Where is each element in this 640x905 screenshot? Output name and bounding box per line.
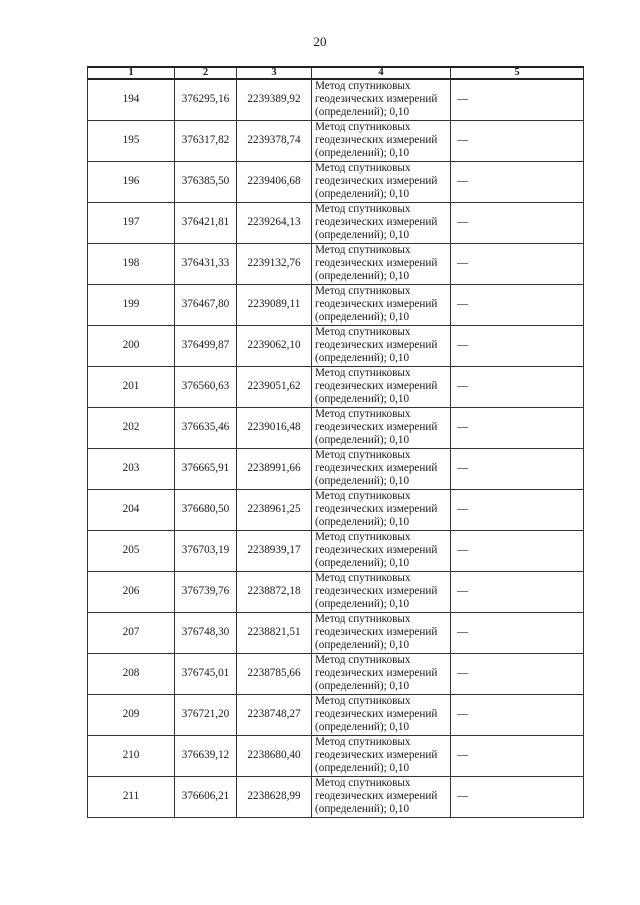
method-line-3: (определений); 0,10 bbox=[315, 393, 410, 405]
method-cell bbox=[312, 489, 451, 530]
method-cell bbox=[312, 202, 451, 243]
y-coordinate-cell: 2239051,62 bbox=[237, 366, 312, 407]
point-number-cell: 211 bbox=[88, 776, 175, 817]
method-cell bbox=[312, 735, 451, 776]
method-line-3: (определений); 0,10 bbox=[315, 352, 410, 364]
note-cell: — bbox=[451, 120, 584, 161]
method-line-3: (определений); 0,10 bbox=[315, 434, 410, 446]
method-line-2: геодезических измерений bbox=[315, 257, 438, 269]
method-line-2: геодезических измерений bbox=[315, 216, 438, 228]
method-line-1: Метод спутниковых bbox=[315, 572, 411, 584]
y-coordinate-cell: 2238991,66 bbox=[237, 448, 312, 489]
method-line-2: геодезических измерений bbox=[315, 93, 438, 106]
method-line-3: (определений); 0,10 bbox=[315, 188, 410, 200]
x-coordinate-cell: 376317,82 bbox=[175, 120, 237, 161]
point-number-cell: 210 bbox=[88, 735, 175, 776]
point-number-cell: 201 bbox=[88, 366, 175, 407]
x-coordinate-cell: 376385,50 bbox=[175, 161, 237, 202]
point-number-cell: 198 bbox=[88, 243, 175, 284]
method-line-1: Метод спутниковых bbox=[315, 326, 411, 338]
method-line-3: (определений); 0,10 bbox=[315, 147, 410, 159]
note-cell: — bbox=[451, 161, 584, 202]
x-coordinate-cell: 376680,50 bbox=[175, 489, 237, 530]
method-line-3: (определений); 0,10 bbox=[315, 516, 410, 528]
method-line-1: Метод спутниковых bbox=[315, 162, 411, 174]
x-coordinate-cell: 376560,63 bbox=[175, 366, 237, 407]
point-number-cell: 205 bbox=[88, 530, 175, 571]
table-row bbox=[88, 735, 584, 776]
method-line-1: Метод спутниковых bbox=[315, 203, 411, 215]
method-line-2: геодезических измерений bbox=[315, 626, 438, 638]
note-cell: — bbox=[451, 653, 584, 694]
method-line-1: Метод спутниковых bbox=[315, 736, 411, 748]
note-cell: — bbox=[451, 612, 584, 653]
point-number-cell: 196 bbox=[88, 161, 175, 202]
method-line-1: Метод спутниковых bbox=[315, 244, 411, 256]
method-cell bbox=[312, 776, 451, 817]
table-row bbox=[88, 407, 584, 448]
method-line-1: Метод спутниковых bbox=[315, 408, 411, 420]
point-number-cell: 203 bbox=[88, 448, 175, 489]
method-cell bbox=[312, 161, 451, 202]
table-row bbox=[88, 489, 584, 530]
method-line-3: (определений); 0,10 bbox=[315, 475, 410, 487]
y-coordinate-cell: 2238748,27 bbox=[237, 694, 312, 735]
method-line-1: Метод спутниковых bbox=[315, 695, 411, 707]
table-row bbox=[88, 366, 584, 407]
table-row bbox=[88, 530, 584, 571]
x-coordinate-cell: 376703,19 bbox=[175, 530, 237, 571]
method-line-3: (определений); 0,10 bbox=[315, 721, 410, 733]
method-line-3: (определений); 0,10 bbox=[315, 598, 410, 610]
coordinates-table bbox=[87, 66, 584, 818]
note-cell: — bbox=[451, 243, 584, 284]
method-line-2: геодезических измерений bbox=[315, 790, 438, 802]
x-coordinate-cell: 376639,12 bbox=[175, 735, 237, 776]
note-cell: — bbox=[451, 202, 584, 243]
header-col-2: 2 bbox=[175, 67, 237, 79]
method-line-2: геодезических измерений bbox=[315, 380, 438, 392]
method-line-1: Метод спутниковых bbox=[315, 613, 411, 625]
y-coordinate-cell: 2239264,13 bbox=[237, 202, 312, 243]
note-cell: — bbox=[451, 694, 584, 735]
table-row bbox=[88, 120, 584, 161]
table-header bbox=[88, 67, 584, 79]
header-col-5: 5 bbox=[451, 67, 584, 79]
table-row bbox=[88, 243, 584, 284]
method-line-1: Метод спутниковых bbox=[315, 531, 411, 543]
method-line-1: Метод спутниковых bbox=[315, 490, 411, 502]
method-line-2: геодезических измерений bbox=[315, 421, 438, 433]
y-coordinate-cell: 2238961,25 bbox=[237, 489, 312, 530]
point-number-cell: 200 bbox=[88, 325, 175, 366]
table-row bbox=[88, 448, 584, 489]
note-cell: — bbox=[451, 325, 584, 366]
table-row bbox=[88, 79, 584, 120]
header-col-3: 3 bbox=[237, 67, 312, 79]
method-line-2: геодезических измерений bbox=[315, 175, 438, 187]
y-coordinate-cell: 2238872,18 bbox=[237, 571, 312, 612]
header-col-4: 4 bbox=[312, 67, 451, 79]
method-line-2: геодезических измерений bbox=[315, 462, 438, 474]
table-body bbox=[88, 79, 584, 817]
table-row bbox=[88, 571, 584, 612]
method-line-3: (определений); 0,10 bbox=[315, 803, 410, 815]
note-cell: — bbox=[451, 530, 584, 571]
y-coordinate-cell: 2238821,51 bbox=[237, 612, 312, 653]
y-coordinate-cell: 2239089,11 bbox=[237, 284, 312, 325]
method-line-2: геодезических измерений bbox=[315, 134, 438, 146]
method-cell bbox=[312, 366, 451, 407]
y-coordinate-cell: 2238785,66 bbox=[237, 653, 312, 694]
point-number-cell: 199 bbox=[88, 284, 175, 325]
x-coordinate-cell: 376295,16 bbox=[175, 79, 237, 120]
method-cell bbox=[312, 530, 451, 571]
x-coordinate-cell: 376665,91 bbox=[175, 448, 237, 489]
x-coordinate-cell: 376721,20 bbox=[175, 694, 237, 735]
table-row bbox=[88, 694, 584, 735]
y-coordinate-cell: 2238628,99 bbox=[237, 776, 312, 817]
table-row bbox=[88, 325, 584, 366]
y-coordinate-cell: 2239062,10 bbox=[237, 325, 312, 366]
method-cell bbox=[312, 79, 451, 120]
page-number: 20 bbox=[313, 34, 327, 49]
point-number-cell: 204 bbox=[88, 489, 175, 530]
point-number-cell: 197 bbox=[88, 202, 175, 243]
method-line-2: геодезических измерений bbox=[315, 749, 438, 761]
method-line-2: геодезических измерений bbox=[315, 503, 438, 515]
note-cell: — bbox=[451, 366, 584, 407]
method-line-3: (определений); 0,10 bbox=[315, 311, 410, 323]
y-coordinate-cell: 2238939,17 bbox=[237, 530, 312, 571]
x-coordinate-cell: 376421,81 bbox=[175, 202, 237, 243]
point-number-cell: 195 bbox=[88, 120, 175, 161]
y-coordinate-cell: 2239016,48 bbox=[237, 407, 312, 448]
method-cell bbox=[312, 243, 451, 284]
method-line-3: (определений); 0,10 bbox=[315, 680, 410, 692]
method-cell bbox=[312, 120, 451, 161]
method-line-2: геодезических измерений bbox=[315, 298, 438, 310]
y-coordinate-cell: 2239406,68 bbox=[237, 161, 312, 202]
method-line-3: (определений); 0,10 bbox=[315, 557, 410, 569]
x-coordinate-cell: 376739,76 bbox=[175, 571, 237, 612]
table-row bbox=[88, 161, 584, 202]
method-line-3: (определений); 0,10 bbox=[315, 762, 410, 774]
method-line-2: геодезических измерений bbox=[315, 585, 438, 597]
method-line-3: (определений); 0,10 bbox=[315, 639, 410, 651]
method-line-3: (определений); 0,10 bbox=[315, 270, 410, 282]
note-cell: — bbox=[451, 571, 584, 612]
method-cell bbox=[312, 407, 451, 448]
table-row bbox=[88, 776, 584, 817]
method-cell bbox=[312, 694, 451, 735]
x-coordinate-cell: 376431,33 bbox=[175, 243, 237, 284]
point-number-cell: 194 bbox=[88, 79, 175, 120]
method-line-1: Метод спутниковых bbox=[315, 80, 411, 93]
point-number-cell: 206 bbox=[88, 571, 175, 612]
table-row bbox=[88, 202, 584, 243]
table-row bbox=[88, 284, 584, 325]
y-coordinate-cell: 2239378,74 bbox=[237, 120, 312, 161]
method-line-2: геодезических измерений bbox=[315, 544, 438, 556]
method-cell bbox=[312, 612, 451, 653]
note-cell: — bbox=[451, 284, 584, 325]
method-line-1: Метод спутниковых bbox=[315, 449, 411, 461]
method-line-1: Метод спутниковых bbox=[315, 121, 411, 133]
method-line-2: геодезических измерений bbox=[315, 708, 438, 720]
x-coordinate-cell: 376499,87 bbox=[175, 325, 237, 366]
x-coordinate-cell: 376635,46 bbox=[175, 407, 237, 448]
point-number-cell: 208 bbox=[88, 653, 175, 694]
method-cell bbox=[312, 571, 451, 612]
method-line-1: Метод спутниковых bbox=[315, 285, 411, 297]
note-cell: — bbox=[451, 79, 584, 120]
method-line-3: (определений); 0,10 bbox=[315, 106, 410, 119]
y-coordinate-cell: 2239389,92 bbox=[237, 79, 312, 120]
x-coordinate-cell: 376748,30 bbox=[175, 612, 237, 653]
note-cell: — bbox=[451, 776, 584, 817]
note-cell: — bbox=[451, 407, 584, 448]
point-number-cell: 207 bbox=[88, 612, 175, 653]
method-line-2: геодезических измерений bbox=[315, 339, 438, 351]
x-coordinate-cell: 376606,21 bbox=[175, 776, 237, 817]
method-cell bbox=[312, 448, 451, 489]
method-line-2: геодезических измерений bbox=[315, 667, 438, 679]
table-row bbox=[88, 612, 584, 653]
method-cell bbox=[312, 653, 451, 694]
note-cell: — bbox=[451, 448, 584, 489]
method-line-3: (определений); 0,10 bbox=[315, 229, 410, 241]
method-cell bbox=[312, 325, 451, 366]
table-row bbox=[88, 653, 584, 694]
method-line-1: Метод спутниковых bbox=[315, 654, 411, 666]
method-line-1: Метод спутниковых bbox=[315, 367, 411, 379]
y-coordinate-cell: 2239132,76 bbox=[237, 243, 312, 284]
note-cell: — bbox=[451, 735, 584, 776]
point-number-cell: 209 bbox=[88, 694, 175, 735]
x-coordinate-cell: 376467,80 bbox=[175, 284, 237, 325]
header-row bbox=[88, 67, 584, 79]
y-coordinate-cell: 2238680,40 bbox=[237, 735, 312, 776]
point-number-cell: 202 bbox=[88, 407, 175, 448]
header-col-1: 1 bbox=[88, 67, 175, 79]
method-line-1: Метод спутниковых bbox=[315, 777, 411, 789]
note-cell: — bbox=[451, 489, 584, 530]
x-coordinate-cell: 376745,01 bbox=[175, 653, 237, 694]
method-cell bbox=[312, 284, 451, 325]
